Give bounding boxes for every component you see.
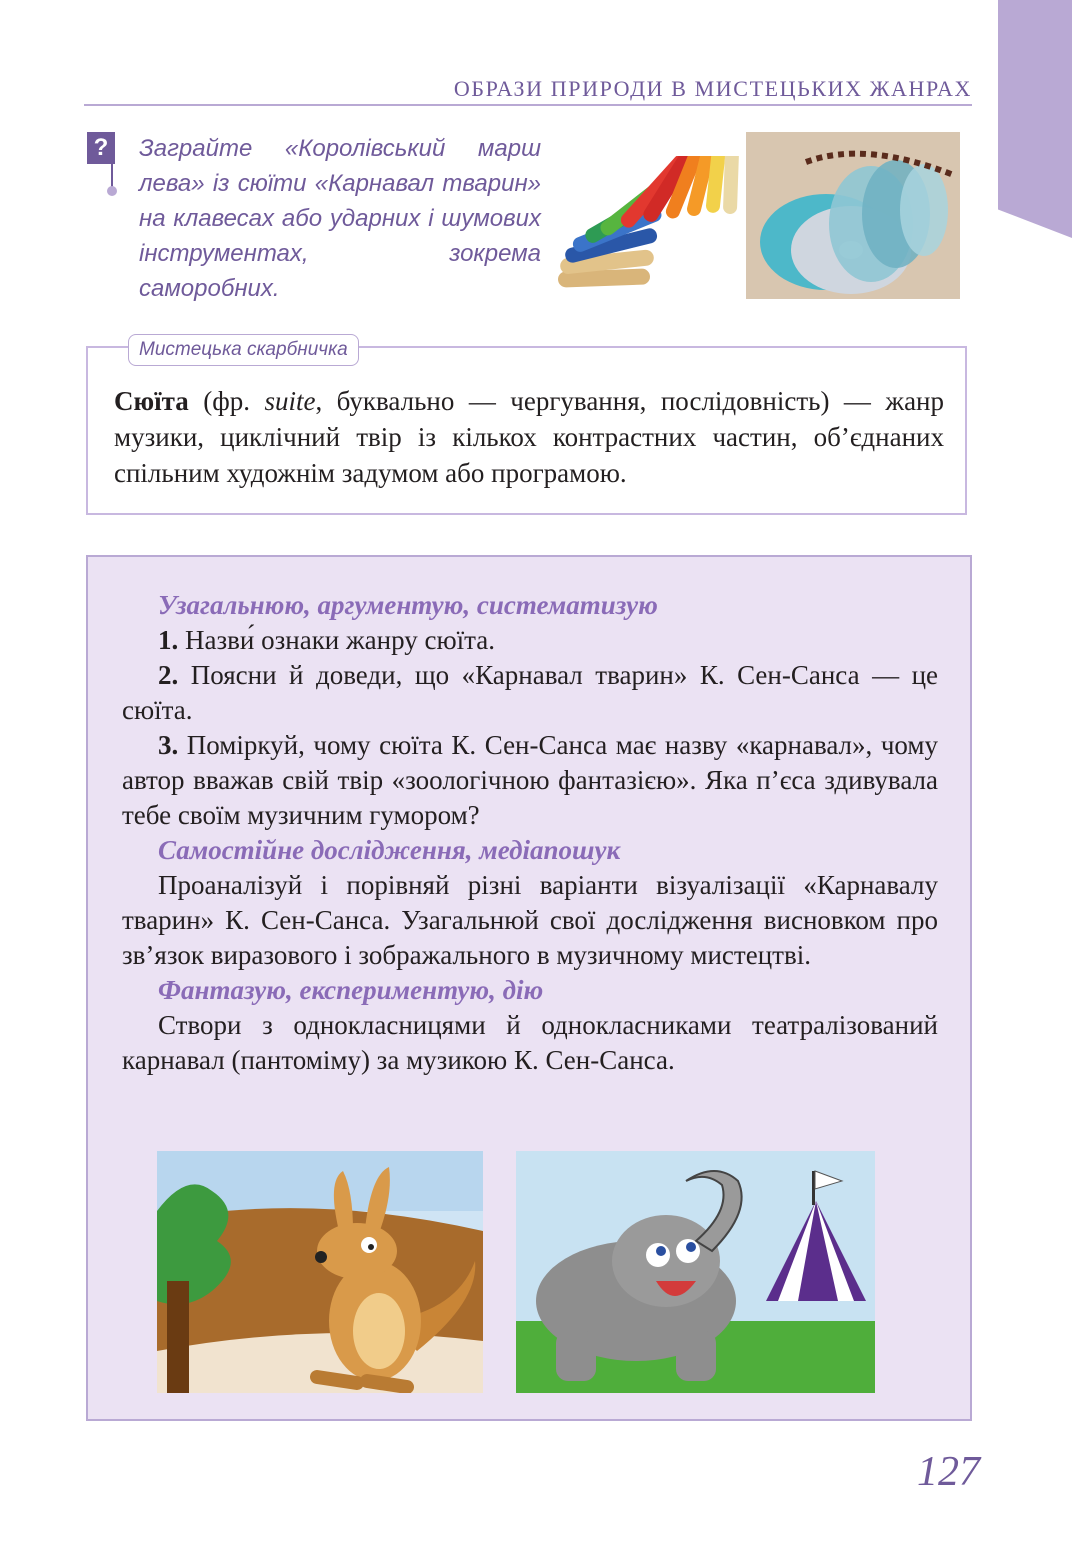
kangaroo-illustration	[157, 1151, 483, 1393]
treasury-label: Мистецька скарбничка	[128, 334, 359, 366]
suite-definition	[114, 383, 944, 491]
exercise-content	[122, 588, 938, 1078]
question-2-text: Поясни й доведи, що «Карнавал тварин» К. Сен-Санса — це сюїта.	[122, 660, 938, 725]
definition-body: , буквально — чергування, послідовність) — жанр музики, циклічний твір із кількох контрастних частин, об’єднаних спільним художнім задумом або програмою.	[114, 386, 944, 488]
fantasize-text: Створи з однокласницями й однокласниками театралізований карнавал (пантоміму) за музикою К. Сен-Санса.	[122, 1010, 938, 1075]
task-text: Заграйте «Королівський марш лева» із сюїти «Карнавал тварин» на клавесах або ударних і шумових інструментах, зокрема саморобних.	[139, 135, 541, 302]
question-2	[122, 658, 938, 728]
header-rule	[84, 104, 972, 106]
question-3-text: Поміркуй, чому сюїта К. Сен-Санса має назву «карнавал», чому автор вважав свій твір «зоологічною фантазією». Яка п’єса здивувала тебе своїм музичним гумором?	[122, 730, 938, 830]
definition-term: Сюїта	[114, 386, 189, 416]
question-1-number: 1.	[158, 625, 179, 655]
question-dot	[107, 186, 117, 196]
running-header: ОБРАЗИ ПРИРОДИ В МИСТЕЦЬКИХ ЖАНРАХ	[453, 76, 972, 101]
claves-sticks-photo	[556, 156, 742, 300]
question-box: ?	[87, 132, 115, 164]
rhythm-sticks	[558, 156, 739, 288]
research-text: Проаналізуй і порівняй різні варіанти візуалізації «Карнавалу тварин» К. Сен-Санса. Узагальнюй свої дослідження висновком про зв’язок виразового і зображального в музичному мистецтві.	[122, 870, 938, 970]
question-1	[122, 623, 938, 658]
elephant-illustration	[516, 1151, 875, 1393]
question-1-text: Назви́ ознаки жанру сюїта.	[178, 625, 496, 655]
question-3	[122, 728, 938, 833]
section-title-generalize: Узагальнюю, аргументую, систематизую	[158, 590, 658, 620]
question-2-number: 2.	[158, 660, 179, 690]
definition-open: (фр.	[188, 386, 265, 416]
definition-foreign-word: suite	[264, 386, 316, 416]
page-number: 127	[917, 1449, 980, 1495]
cd-shaker-photo	[746, 132, 960, 299]
question-mark-icon	[87, 132, 121, 196]
chapter-side-tab	[998, 0, 1072, 238]
section-title-research: Самостійне дослідження, медіапошук	[158, 835, 621, 865]
question-3-number: 3.	[158, 730, 179, 760]
section-title-fantasize: Фантазую, експериментую, дію	[158, 975, 544, 1005]
